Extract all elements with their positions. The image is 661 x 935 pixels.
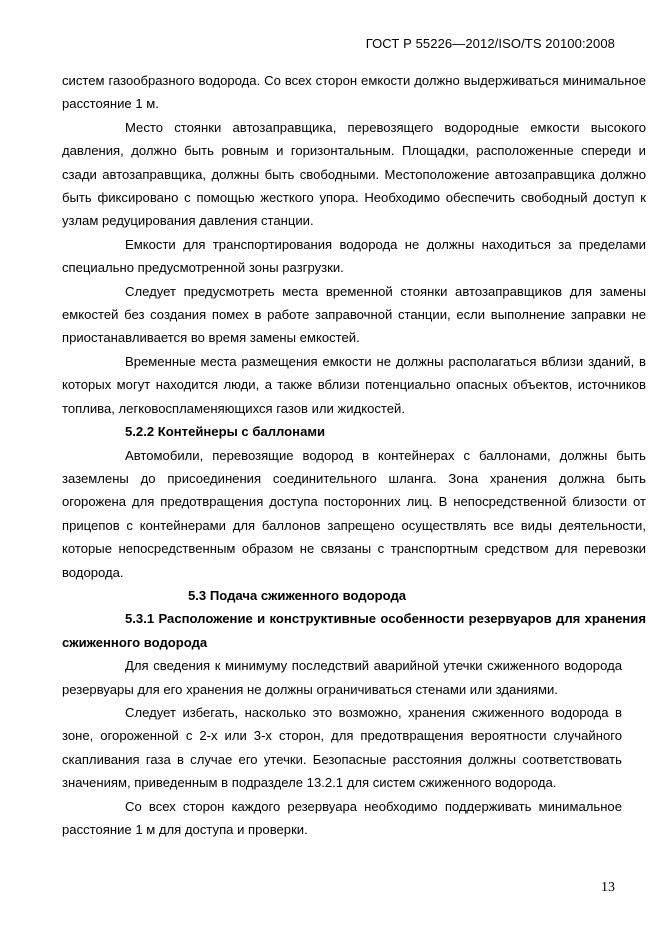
section-number: 5.3	[188, 587, 207, 603]
paragraph: Автомобили, перевозящие водород в контейнерах с баллонами, должны быть заземлены до присоединения соединительного шланга. Зона хранения должна быть огорожена для предотвращения доступа посторонних лиц. В непосредственной близости от прицепов с контейнерами для баллонов запрещено осуществлять все виды деятельности, которые непосредственным образом не связаны с транспортным средством для перевозки водорода.	[62, 447, 646, 580]
paragraph: Следует предусмотреть места временной стоянки автозаправщиков для замены емкостей без создания помех в работе заправочной станции, если выполнение заправки не приостанавливается во время замены емкостей.	[62, 283, 646, 346]
paragraph: систем газообразного водорода. Со всех сторон емкости должно выдерживаться минимальное расстояние 1 м.	[62, 73, 646, 112]
paragraph: Емкости для транспортирования водорода не должны находиться за пределами специально предусмотренной зоны разгрузки.	[62, 236, 646, 276]
document-body	[62, 69, 646, 841]
paragraph: Следует избегать, насколько это возможно, хранения сжиженного водорода в зоне, огороженной с 2-х или 3-х сторон, для предотвращения вероятности случайного скапливания газа в случае его утечки. Безопасные расстояния должны соответствовать значениям, приведенным в подразделе 13.2.1 для систем сжиженного водорода.	[62, 704, 622, 791]
section-heading-5-3	[62, 584, 646, 607]
paragraph: Для сведения к минимуму последствий аварийной утечки сжиженного водорода резервуары для его хранения не должны ограничиваться стенами или зданиями.	[62, 658, 622, 697]
section-title: Подача сжиженного водорода	[209, 587, 407, 603]
paragraph: Место стоянки автозаправщика, перевозящего водородные емкости высокого давления, должно быть ровным и горизонтальным. Площадки, расположенные спереди и сзади автозаправщика, должны быть свободными. Местоположение автозаправщика должно быть фиксировано с помощью жесткого упора. Необходимо обеспечить свободный доступ к узлам редуцирования давления станции.	[62, 119, 646, 229]
standard-designation: ГОСТ Р 55226—2012/ISO/TS 20100:2008	[365, 36, 615, 51]
paragraph: Со всех сторон каждого резервуара необходимо поддерживать минимальное расстояние 1 м для доступа и проверки.	[62, 798, 622, 837]
page-number: 13	[601, 880, 615, 895]
section-heading-5-3-1: 5.3.1 Расположение и конструктивные особенности резервуаров для хранения сжиженного водорода	[62, 611, 646, 650]
paragraph: Временные места размещения емкости не должны располагаться вблизи зданий, в которых могут находится люди, а также вблизи потенциально опасных объектов, источников топлива, легковоспламеняющихся газов или жидкостей.	[62, 353, 646, 416]
section-heading-5-2-2: 5.2.2 Контейнеры с баллонами	[125, 424, 326, 440]
